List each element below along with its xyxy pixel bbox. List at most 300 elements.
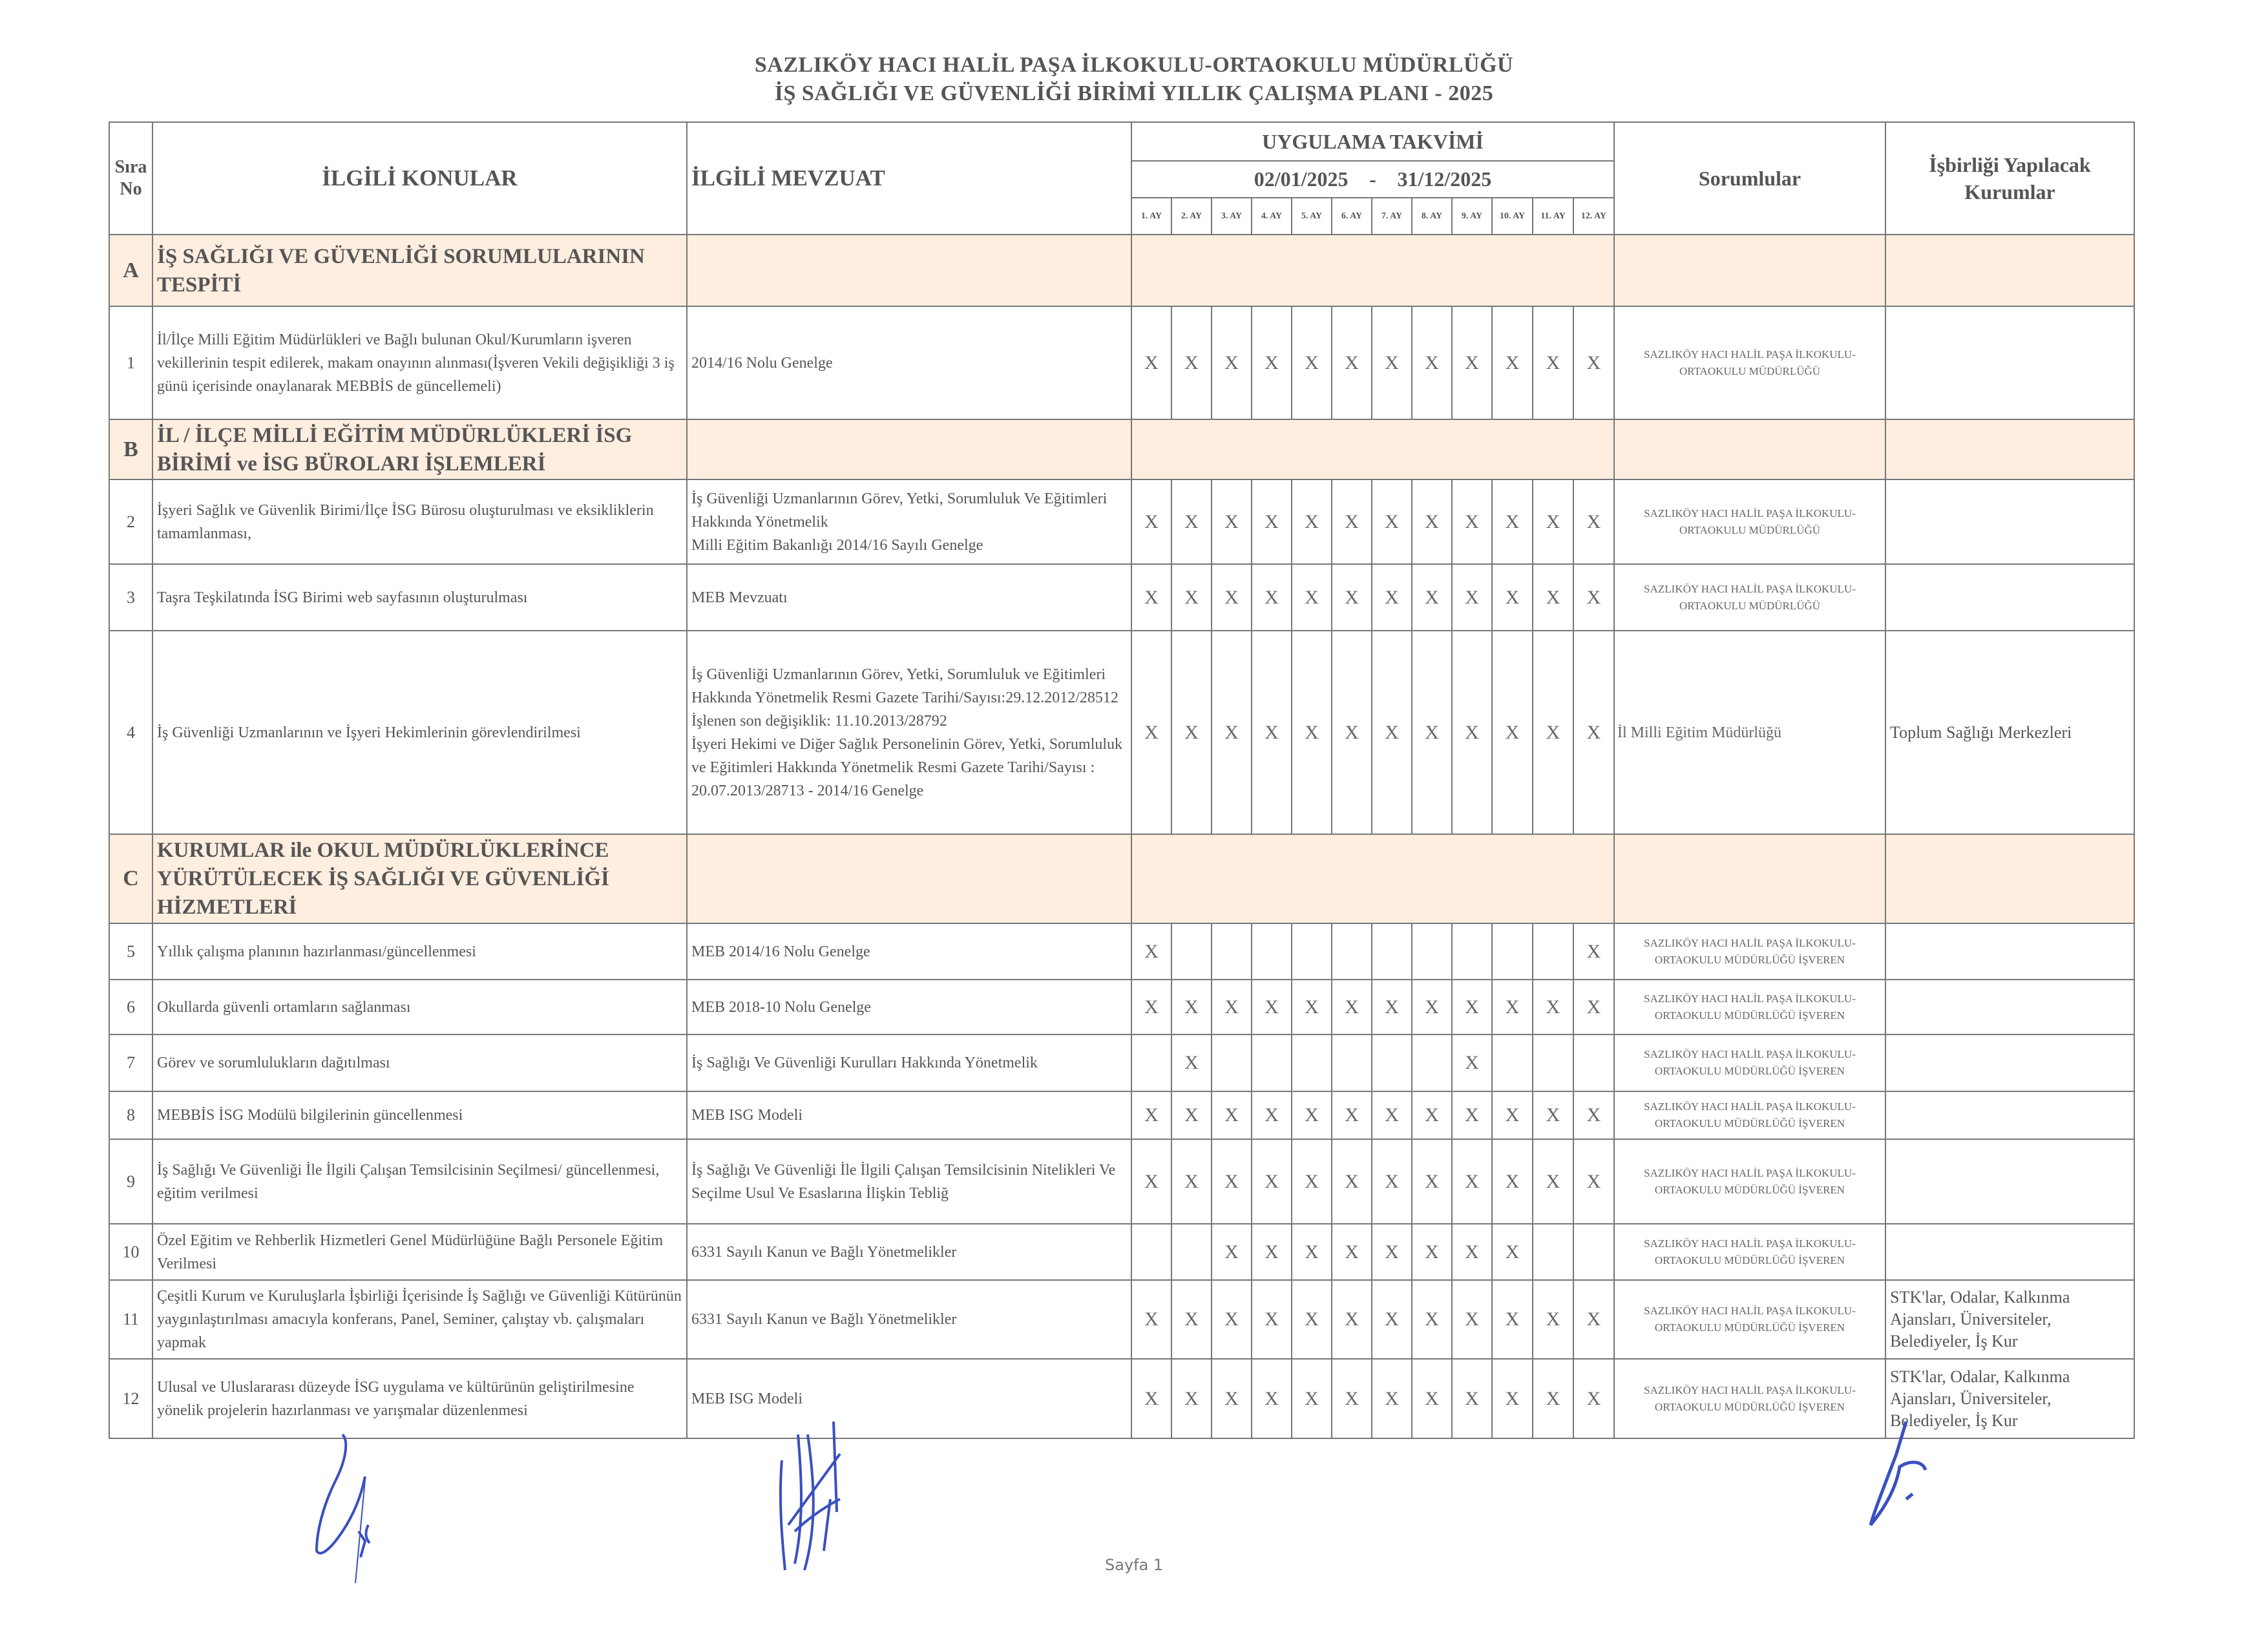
month-mark: X xyxy=(1224,510,1239,532)
month-cell xyxy=(1573,1139,1614,1224)
month-cell xyxy=(1533,1035,1573,1091)
month-cell xyxy=(1212,1359,1252,1438)
month-cell xyxy=(1533,479,1573,564)
section-empty-sorumlu xyxy=(1614,419,1885,479)
month-mark: X xyxy=(1345,1104,1359,1126)
month-mark: X xyxy=(1586,721,1601,743)
month-mark: X xyxy=(1184,586,1199,608)
table-row xyxy=(109,980,2134,1035)
month-cell xyxy=(1372,1359,1412,1438)
month-cell xyxy=(1292,1091,1332,1139)
month-header: 10. AY xyxy=(1492,198,1533,235)
row-mevzuat: 6331 Sayılı Kanun ve Bağlı Yönetmelikler xyxy=(687,1224,1131,1280)
month-mark: X xyxy=(1385,586,1399,608)
table-row xyxy=(109,1091,2134,1139)
month-cell xyxy=(1131,564,1171,631)
month-cell xyxy=(1252,1359,1292,1438)
section-row xyxy=(109,834,2134,923)
month-mark: X xyxy=(1385,1241,1399,1263)
month-mark: X xyxy=(1345,996,1359,1018)
month-mark: X xyxy=(1465,1052,1479,1073)
month-mark: X xyxy=(1184,996,1199,1018)
month-cell xyxy=(1372,306,1412,419)
month-header: 2. AY xyxy=(1171,198,1212,235)
month-mark: X xyxy=(1184,721,1199,743)
month-cell xyxy=(1573,1091,1614,1139)
month-header: 5. AY xyxy=(1292,198,1332,235)
month-cell xyxy=(1131,980,1171,1035)
month-mark: X xyxy=(1465,721,1479,743)
month-cell xyxy=(1372,479,1412,564)
month-cell xyxy=(1212,479,1252,564)
month-mark: X xyxy=(1546,510,1560,532)
month-cell xyxy=(1573,306,1614,419)
month-header: 9. AY xyxy=(1452,198,1492,235)
row-konu: Taşra Teşkilatında İSG Birimi web sayfasının oluşturulması xyxy=(152,564,687,631)
month-cell xyxy=(1533,564,1573,631)
row-konu: Çeşitli Kurum ve Kuruluşlarla İşbirliği İçerisinde İş Sağlığı ve Güvenliği Kütürünün yaygınlaştırılması amacıyla konferans, Panel, Seminer, çalıştay vb. çalışmaları yapmak xyxy=(152,1280,687,1359)
month-cell xyxy=(1492,923,1533,980)
month-cell xyxy=(1292,564,1332,631)
table-row xyxy=(109,564,2134,631)
month-mark: X xyxy=(1345,1170,1359,1192)
month-cell xyxy=(1452,479,1492,564)
signature-right xyxy=(1861,1422,1964,1544)
month-cell xyxy=(1452,1139,1492,1224)
month-cell xyxy=(1332,1280,1372,1359)
month-mark: X xyxy=(1586,510,1601,532)
month-cell xyxy=(1412,980,1452,1035)
row-number: 9 xyxy=(109,1139,152,1224)
month-cell xyxy=(1452,1359,1492,1438)
row-sorumlu: SAZLIKÖY HACI HALİL PAŞA İLKOKULU-ORTAOKULU MÜDÜRLÜĞÜ İŞVEREN xyxy=(1614,1035,1885,1091)
date-start: 02/01/2025 xyxy=(1254,167,1349,191)
month-cell xyxy=(1492,1359,1533,1438)
month-cell xyxy=(1131,1035,1171,1091)
month-mark: X xyxy=(1586,586,1601,608)
month-mark: X xyxy=(1505,352,1520,373)
section-empty-calendar xyxy=(1131,834,1614,923)
month-cell xyxy=(1332,1359,1372,1438)
row-sorumlu: SAZLIKÖY HACI HALİL PAŞA İLKOKULU-ORTAOKULU MÜDÜRLÜĞÜ İŞVEREN xyxy=(1614,1091,1885,1139)
month-mark: X xyxy=(1505,1308,1520,1330)
month-cell xyxy=(1533,1224,1573,1280)
month-cell xyxy=(1412,923,1452,980)
header-sorumlular: Sorumlular xyxy=(1614,122,1885,235)
month-cell xyxy=(1212,1280,1252,1359)
row-sorumlu: SAZLIKÖY HACI HALİL PAŞA İLKOKULU-ORTAOKULU MÜDÜRLÜĞÜ İŞVEREN xyxy=(1614,1280,1885,1359)
month-cell xyxy=(1332,923,1372,980)
row-mevzuat: İş Sağlığı Ve Güvenliği Kurulları Hakkında Yönetmelik xyxy=(687,1035,1131,1091)
row-konu: İşyeri Sağlık ve Güvenlik Birimi/İlçe İSG Bürosu oluşturulması ve eksikliklerin tamamlanması, xyxy=(152,479,687,564)
month-mark: X xyxy=(1144,996,1159,1018)
section-title: İL / İLÇE MİLLİ EĞİTİM MÜDÜRLÜKLERİ İSG BİRİMİ ve İSG BÜROLARI İŞLEMLERİ xyxy=(152,419,687,479)
month-cell xyxy=(1171,631,1212,834)
month-cell xyxy=(1573,1280,1614,1359)
month-cell xyxy=(1533,1139,1573,1224)
row-mevzuat: MEB Mevzuatı xyxy=(687,564,1131,631)
month-cell xyxy=(1452,923,1492,980)
month-mark: X xyxy=(1144,1387,1159,1409)
table-row xyxy=(109,1139,2134,1224)
month-cell xyxy=(1131,479,1171,564)
table-row xyxy=(109,1224,2134,1280)
row-mevzuat: 2014/16 Nolu Genelge xyxy=(687,306,1131,419)
month-mark: X xyxy=(1305,1170,1319,1192)
month-mark: X xyxy=(1144,1170,1159,1192)
month-mark: X xyxy=(1265,586,1279,608)
month-cell xyxy=(1131,1359,1171,1438)
month-cell xyxy=(1492,564,1533,631)
month-mark: X xyxy=(1586,1104,1601,1126)
row-number: 7 xyxy=(109,1035,152,1091)
month-mark: X xyxy=(1546,1170,1560,1192)
header-konular: İLGİLİ KONULAR xyxy=(152,122,687,235)
month-cell xyxy=(1292,1139,1332,1224)
row-number: 3 xyxy=(109,564,152,631)
month-mark: X xyxy=(1465,1308,1479,1330)
row-konu: Görev ve sorumlulukların dağıtılması xyxy=(152,1035,687,1091)
section-empty-mevzuat xyxy=(687,834,1131,923)
section-empty-isbirligi xyxy=(1885,419,2134,479)
month-cell xyxy=(1533,1280,1573,1359)
month-cell xyxy=(1492,1280,1533,1359)
month-cell xyxy=(1171,1091,1212,1139)
table-row xyxy=(109,631,2134,834)
row-number: 10 xyxy=(109,1224,152,1280)
row-isbirligi: Toplum Sağlığı Merkezleri xyxy=(1885,631,2134,834)
row-konu: Ulusal ve Uluslararası düzeyde İSG uygulama ve kültürünün geliştirilmesine yönelik projelerin hazırlanması ve yarışmalar düzenlenmesi xyxy=(152,1359,687,1438)
month-cell xyxy=(1131,1139,1171,1224)
month-mark: X xyxy=(1224,352,1239,373)
month-cell xyxy=(1492,1224,1533,1280)
table-row xyxy=(109,306,2134,419)
month-cell xyxy=(1212,980,1252,1035)
month-mark: X xyxy=(1586,352,1601,373)
plan-table xyxy=(109,121,2135,1439)
month-mark: X xyxy=(1144,352,1159,373)
month-cell xyxy=(1412,1139,1452,1224)
month-mark: X xyxy=(1385,1308,1399,1330)
month-cell xyxy=(1573,479,1614,564)
month-cell xyxy=(1171,306,1212,419)
month-mark: X xyxy=(1345,1387,1359,1409)
month-cell xyxy=(1131,1280,1171,1359)
row-isbirligi xyxy=(1885,479,2134,564)
month-cell xyxy=(1292,980,1332,1035)
month-cell xyxy=(1372,1035,1412,1091)
month-mark: X xyxy=(1546,1104,1560,1126)
section-empty-isbirligi xyxy=(1885,834,2134,923)
month-mark: X xyxy=(1425,1170,1439,1192)
month-mark: X xyxy=(1224,1170,1239,1192)
row-isbirligi xyxy=(1885,1091,2134,1139)
month-mark: X xyxy=(1144,721,1159,743)
document-subtitle: İŞ SAĞLIĞI VE GÜVENLİĞİ BİRİMİ YILLIK ÇALIŞMA PLANI - 2025 xyxy=(774,81,1494,105)
month-cell xyxy=(1332,1224,1372,1280)
month-cell xyxy=(1492,631,1533,834)
month-mark: X xyxy=(1265,510,1279,532)
month-cell xyxy=(1131,306,1171,419)
section-title: KURUMLAR ile OKUL MÜDÜRLÜKLERİNCE YÜRÜTÜLECEK İŞ SAĞLIĞI VE GÜVENLİĞİ HİZMETLERİ xyxy=(152,834,687,923)
row-sorumlu: SAZLIKÖY HACI HALİL PAŞA İLKOKULU-ORTAOKULU MÜDÜRLÜĞÜ xyxy=(1614,479,1885,564)
row-mevzuat: MEB ISG Modeli xyxy=(687,1359,1131,1438)
month-mark: X xyxy=(1505,1241,1520,1263)
month-cell xyxy=(1332,479,1372,564)
row-mevzuat: MEB ISG Modeli xyxy=(687,1091,1131,1139)
month-mark: X xyxy=(1425,1104,1439,1126)
month-cell xyxy=(1131,631,1171,834)
row-sorumlu: SAZLIKÖY HACI HALİL PAŞA İLKOKULU-ORTAOKULU MÜDÜRLÜĞÜ xyxy=(1614,564,1885,631)
month-cell xyxy=(1332,306,1372,419)
month-mark: X xyxy=(1505,586,1520,608)
month-mark: X xyxy=(1305,996,1319,1018)
month-mark: X xyxy=(1265,721,1279,743)
month-cell xyxy=(1212,564,1252,631)
month-mark: X xyxy=(1425,721,1439,743)
row-number: 2 xyxy=(109,479,152,564)
month-mark: X xyxy=(1184,352,1199,373)
date-separator: - xyxy=(1369,167,1376,191)
section-title: İŞ SAĞLIĞI VE GÜVENLİĞİ SORUMLULARININ TESPİTİ xyxy=(152,235,687,306)
month-cell xyxy=(1533,1091,1573,1139)
month-cell xyxy=(1292,479,1332,564)
month-mark: X xyxy=(1505,1387,1520,1409)
month-cell xyxy=(1171,1359,1212,1438)
month-mark: X xyxy=(1184,1170,1199,1192)
month-cell xyxy=(1492,306,1533,419)
month-cell xyxy=(1332,1091,1372,1139)
month-cell xyxy=(1171,479,1212,564)
row-sorumlu: SAZLIKÖY HACI HALİL PAŞA İLKOKULU-ORTAOKULU MÜDÜRLÜĞÜ İŞVEREN xyxy=(1614,923,1885,980)
document-title: SAZLIKÖY HACI HALİL PAŞA İLKOKULU-ORTAOKULU MÜDÜRLÜĞÜ xyxy=(754,53,1514,77)
month-cell xyxy=(1573,980,1614,1035)
table-row xyxy=(109,1035,2134,1091)
month-cell xyxy=(1332,564,1372,631)
month-cell xyxy=(1372,980,1412,1035)
month-cell xyxy=(1252,1139,1292,1224)
month-cell xyxy=(1252,1091,1292,1139)
section-empty-calendar xyxy=(1131,419,1614,479)
month-mark: X xyxy=(1385,1104,1399,1126)
month-mark: X xyxy=(1265,1170,1279,1192)
row-sorumlu: SAZLIKÖY HACI HALİL PAŞA İLKOKULU-ORTAOKULU MÜDÜRLÜĞÜ xyxy=(1614,306,1885,419)
month-cell xyxy=(1412,1359,1452,1438)
month-cell xyxy=(1252,564,1292,631)
month-mark: X xyxy=(1586,1387,1601,1409)
month-cell xyxy=(1412,306,1452,419)
month-mark: X xyxy=(1465,586,1479,608)
month-mark: X xyxy=(1425,1241,1439,1263)
month-mark: X xyxy=(1144,510,1159,532)
month-cell xyxy=(1533,306,1573,419)
month-cell xyxy=(1131,1091,1171,1139)
month-cell xyxy=(1573,923,1614,980)
month-mark: X xyxy=(1385,996,1399,1018)
row-number: 6 xyxy=(109,980,152,1035)
month-cell xyxy=(1292,1359,1332,1438)
row-isbirligi xyxy=(1885,980,2134,1035)
month-cell xyxy=(1372,923,1412,980)
month-cell xyxy=(1412,1224,1452,1280)
month-cell xyxy=(1332,631,1372,834)
month-cell xyxy=(1252,1224,1292,1280)
month-mark: X xyxy=(1546,721,1560,743)
month-mark: X xyxy=(1465,1170,1479,1192)
month-mark: X xyxy=(1305,510,1319,532)
month-mark: X xyxy=(1465,510,1479,532)
month-mark: X xyxy=(1425,510,1439,532)
month-mark: X xyxy=(1385,510,1399,532)
month-cell xyxy=(1533,980,1573,1035)
month-mark: X xyxy=(1224,1241,1239,1263)
row-sorumlu: SAZLIKÖY HACI HALİL PAŞA İLKOKULU-ORTAOKULU MÜDÜRLÜĞÜ İŞVEREN xyxy=(1614,1359,1885,1438)
month-cell xyxy=(1171,1224,1212,1280)
month-header: 4. AY xyxy=(1252,198,1292,235)
row-isbirligi xyxy=(1885,306,2134,419)
month-cell xyxy=(1212,1224,1252,1280)
section-empty-isbirligi xyxy=(1885,235,2134,306)
month-cell xyxy=(1292,1280,1332,1359)
month-mark: X xyxy=(1305,721,1319,743)
month-cell xyxy=(1452,1091,1492,1139)
row-mevzuat: MEB 2014/16 Nolu Genelge xyxy=(687,923,1131,980)
row-number: 4 xyxy=(109,631,152,834)
row-isbirligi xyxy=(1885,1139,2134,1224)
month-header: 6. AY xyxy=(1332,198,1372,235)
month-mark: X xyxy=(1305,1387,1319,1409)
row-sorumlu: SAZLIKÖY HACI HALİL PAŞA İLKOKULU-ORTAOKULU MÜDÜRLÜĞÜ İŞVEREN xyxy=(1614,980,1885,1035)
table-row xyxy=(109,923,2134,980)
month-mark: X xyxy=(1385,1170,1399,1192)
row-number: 11 xyxy=(109,1280,152,1359)
month-mark: X xyxy=(1224,721,1239,743)
row-konu: İş Sağlığı Ve Güvenliği İle İlgili Çalışan Temsilcisinin Seçilmesi/ güncellenmesi, eğitim verilmesi xyxy=(152,1139,687,1224)
month-cell xyxy=(1372,1139,1412,1224)
section-letter: A xyxy=(109,235,152,306)
month-mark: X xyxy=(1265,1308,1279,1330)
month-cell xyxy=(1171,1139,1212,1224)
month-cell xyxy=(1252,1280,1292,1359)
month-cell xyxy=(1292,923,1332,980)
month-cell xyxy=(1171,1280,1212,1359)
month-mark: X xyxy=(1184,1308,1199,1330)
month-mark: X xyxy=(1505,1104,1520,1126)
month-cell xyxy=(1412,1280,1452,1359)
section-empty-mevzuat xyxy=(687,235,1131,306)
month-cell xyxy=(1533,923,1573,980)
month-cell xyxy=(1452,306,1492,419)
month-cell xyxy=(1452,980,1492,1035)
month-cell xyxy=(1452,1224,1492,1280)
month-mark: X xyxy=(1144,940,1159,962)
month-mark: X xyxy=(1546,1387,1560,1409)
table-row xyxy=(109,1280,2134,1359)
month-cell xyxy=(1372,1224,1412,1280)
month-cell xyxy=(1372,1091,1412,1139)
month-cell xyxy=(1252,1035,1292,1091)
month-header: 12. AY xyxy=(1573,198,1614,235)
month-mark: X xyxy=(1224,1387,1239,1409)
month-cell xyxy=(1332,980,1372,1035)
month-mark: X xyxy=(1546,586,1560,608)
month-mark: X xyxy=(1586,1308,1601,1330)
month-mark: X xyxy=(1184,1052,1199,1073)
month-mark: X xyxy=(1385,1387,1399,1409)
month-cell xyxy=(1372,631,1412,834)
month-mark: X xyxy=(1224,1104,1239,1126)
table-row xyxy=(109,1359,2134,1438)
month-mark: X xyxy=(1586,1170,1601,1192)
month-cell xyxy=(1452,631,1492,834)
month-cell xyxy=(1171,980,1212,1035)
row-mevzuat: MEB 2018-10 Nolu Genelge xyxy=(687,980,1131,1035)
month-mark: X xyxy=(1265,1104,1279,1126)
month-mark: X xyxy=(1546,996,1560,1018)
month-cell xyxy=(1452,564,1492,631)
month-mark: X xyxy=(1425,996,1439,1018)
header-mevzuat: İLGİLİ MEVZUAT xyxy=(687,122,1131,235)
month-mark: X xyxy=(1184,1387,1199,1409)
date-end: 31/12/2025 xyxy=(1397,167,1492,191)
month-cell xyxy=(1492,479,1533,564)
month-cell xyxy=(1573,1224,1614,1280)
month-mark: X xyxy=(1265,352,1279,373)
header-isbirligi: İşbirliği Yapılacak Kurumlar xyxy=(1885,122,2134,235)
row-mevzuat: İş Güvenliği Uzmanlarının Görev, Yetki, Sorumluluk Ve Eğitimleri Hakkında Yönetmelik Milli Eğitim Bakanlığı 2014/16 Sayılı Genelge xyxy=(687,479,1131,564)
month-mark: X xyxy=(1144,1308,1159,1330)
header-takvim: UYGULAMA TAKVİMİ xyxy=(1131,122,1614,161)
month-cell xyxy=(1171,1035,1212,1091)
section-empty-mevzuat xyxy=(687,419,1131,479)
month-cell xyxy=(1452,1280,1492,1359)
month-mark: X xyxy=(1305,352,1319,373)
row-isbirligi xyxy=(1885,1224,2134,1280)
month-cell xyxy=(1292,631,1332,834)
month-cell xyxy=(1131,1224,1171,1280)
page-number: Sayfa 1 xyxy=(1105,1556,1164,1574)
month-mark: X xyxy=(1425,352,1439,373)
month-mark: X xyxy=(1465,1104,1479,1126)
signature-left xyxy=(310,1428,478,1596)
section-letter: C xyxy=(109,834,152,923)
month-cell xyxy=(1573,1035,1614,1091)
month-cell xyxy=(1171,564,1212,631)
month-mark: X xyxy=(1144,1104,1159,1126)
month-mark: X xyxy=(1345,721,1359,743)
month-cell xyxy=(1212,631,1252,834)
month-cell xyxy=(1573,1359,1614,1438)
section-letter: B xyxy=(109,419,152,479)
row-konu: Özel Eğitim ve Rehberlik Hizmetleri Genel Müdürlüğüne Bağlı Personele Eğitim Verilmesi xyxy=(152,1224,687,1280)
month-header: 11. AY xyxy=(1533,198,1573,235)
month-mark: X xyxy=(1345,352,1359,373)
month-mark: X xyxy=(1586,996,1601,1018)
month-cell xyxy=(1573,631,1614,834)
row-number: 12 xyxy=(109,1359,152,1438)
row-mevzuat: İş Sağlığı Ve Güvenliği İle İlgili Çalışan Temsilcisinin Nitelikleri Ve Seçilme Usul Ve Esaslarına İlişkin Tebliğ xyxy=(687,1139,1131,1224)
section-row xyxy=(109,419,2134,479)
month-header: 1. AY xyxy=(1131,198,1171,235)
month-cell xyxy=(1131,923,1171,980)
header-date-range xyxy=(1131,161,1614,198)
month-cell xyxy=(1252,631,1292,834)
month-mark: X xyxy=(1265,1241,1279,1263)
month-cell xyxy=(1412,564,1452,631)
month-cell xyxy=(1412,631,1452,834)
row-isbirligi: STK'lar, Odalar, Kalkınma Ajansları, Üniversiteler, Belediyeler, İş Kur xyxy=(1885,1280,2134,1359)
row-sorumlu: SAZLIKÖY HACI HALİL PAŞA İLKOKULU-ORTAOKULU MÜDÜRLÜĞÜ İŞVEREN xyxy=(1614,1139,1885,1224)
